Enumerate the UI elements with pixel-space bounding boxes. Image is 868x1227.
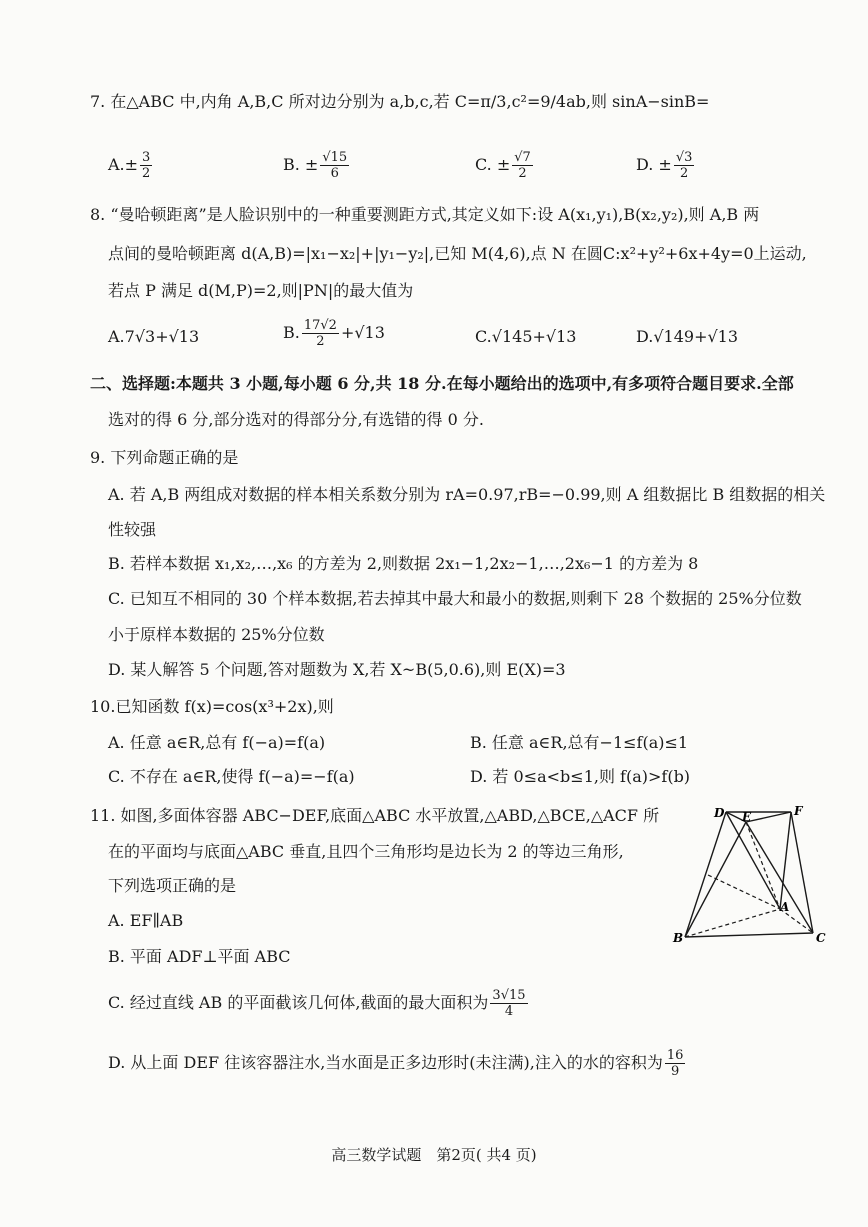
label-d: D [714, 806, 725, 820]
polyhedron-figure [668, 800, 833, 950]
q7-option-a-label: A.± [108, 155, 139, 174]
q8-option-b [283, 318, 385, 349]
q11-option-c-den: 4 [504, 1004, 514, 1019]
q8-line-3: 若点 P 满足 d(M,P)=2,则|PN|的最大值为 [108, 281, 414, 300]
edge-ba-hidden [685, 909, 780, 937]
q9-option-d: D. 某人解答 5 个问题,答对题数为 X,若 X~B(5,0.6),则 E(X)=3 [108, 660, 566, 679]
q8-option-b-den: 2 [316, 334, 325, 349]
q11-option-d-text: D. 从上面 DEF 往该容器注水,当水面是正多边形时(未注满),注入的水的容积为 [108, 1053, 663, 1072]
q7-option-d-num: √3 [675, 150, 693, 165]
label-a: A [780, 900, 790, 914]
q7-option-b-label: B. ± [283, 155, 319, 174]
q8-option-d: D.√149+√13 [636, 327, 739, 346]
q11-option-c-frac [490, 988, 527, 1019]
q7-option-c-frac [512, 150, 533, 181]
q8-option-b-num: 17√2 [303, 318, 337, 333]
label-b: B [673, 931, 684, 945]
q7-option-b-frac [320, 150, 349, 181]
edge-da [726, 812, 780, 909]
q8-option-c: C.√145+√13 [475, 327, 577, 346]
q9-option-a-line-1: A. 若 A,B 两组成对数据的样本相关系数分别为 rA=0.97,rB=−0.99,则 A 组数据比 B 组数据的相关 [108, 485, 826, 504]
q11-option-d-num: 16 [666, 1048, 684, 1063]
q7-option-c-label: C. ± [475, 155, 511, 174]
q7-option-c [475, 150, 535, 181]
edge-eb [685, 822, 746, 937]
q10-option-c: C. 不存在 a∈R,使得 f(−a)=−f(a) [108, 767, 355, 786]
edge-ef [746, 812, 791, 822]
page-footer: 高三数学试题 第2页( 共4 页) [331, 1146, 537, 1164]
q9-option-b: B. 若样本数据 x₁,x₂,…,x₆ 的方差为 2,则数据 2x₁−1,2x₂−1,…,2x₆−1 的方差为 8 [108, 554, 699, 573]
q9-option-c-line-2: 小于原样本数据的 25%分位数 [108, 625, 325, 644]
q10-stem: 10.已知函数 f(x)=cos(x³+2x),则 [90, 697, 334, 716]
q11-option-a: A. EF∥AB [108, 911, 184, 930]
q8-option-b-label: B. [283, 323, 300, 342]
q7-option-b-den: 6 [330, 166, 339, 181]
q7-option-d-den: 2 [679, 166, 689, 181]
q9-option-c-line-1: C. 已知互不相同的 30 个样本数据,若去掉其中最大和最小的数据,则剩下 28 个数据的 25%分位数 [108, 589, 802, 608]
q10-option-b: B. 任意 a∈R,总有−1≤f(a)≤1 [470, 733, 689, 752]
q11-option-d [108, 1048, 687, 1079]
q11-line-2: 在的平面均与底面△ABC 垂直,且四个三角形均是边长为 2 的等边三角形, [108, 842, 624, 861]
q11-option-d-den: 9 [671, 1064, 680, 1079]
q11-option-b: B. 平面 ADF⊥平面 ABC [108, 947, 291, 966]
q7-option-b-num: √15 [322, 150, 348, 165]
q8-line-1: 8. “曼哈顿距离”是人脸识别中的一种重要测距方式,其定义如下:设 A(x₁,y₁),B(x₂,y₂),则 A,B 两 [90, 205, 760, 224]
q11-option-c-text: C. 经过直线 AB 的平面截该几何体,截面的最大面积为 [108, 993, 489, 1012]
q11-option-c-num: 3√15 [492, 988, 526, 1003]
section-2-instructions: 选对的得 6 分,部分选对的得部分分,有选错的得 0 分. [108, 410, 484, 429]
q7-option-d-frac [674, 150, 695, 181]
q11-line-1: 11. 如图,多面体容器 ABC−DEF,底面△ABC 水平放置,△ABD,△BCE,△ACF 所 [90, 806, 660, 825]
q7-option-a [108, 150, 154, 181]
q8-line-2: 点间的曼哈顿距离 d(A,B)=|x₁−x₂|+|y₁−y₂|,已知 M(4,6),点 N 在圆C:x²+y²+6x+4y=0上运动, [108, 244, 807, 263]
mid-line-hidden [708, 875, 780, 909]
section-2-heading: 二、选择题:本题共 3 小题,每小题 6 分,共 18 分.在每小题给出的选项中,有多项符合题目要求.全部 [90, 374, 794, 393]
q9-option-a-line-2: 性较强 [108, 520, 157, 539]
q7-option-d-label: D. ± [636, 155, 672, 174]
q10-option-d: D. 若 0≤a<b≤1,则 f(a)>f(b) [470, 767, 691, 786]
edge-bc [685, 933, 813, 937]
q8-option-b-frac [302, 318, 339, 349]
q7-option-a-num: 3 [142, 150, 151, 165]
q7-option-d [636, 150, 696, 181]
q7-option-c-num: √7 [514, 150, 531, 165]
q7-option-c-den: 2 [518, 166, 527, 181]
q7-option-b [283, 150, 351, 181]
label-e: E [742, 810, 752, 824]
q9-stem: 9. 下列命题正确的是 [90, 448, 239, 467]
q11-option-c [108, 988, 530, 1019]
q10-option-a: A. 任意 a∈R,总有 f(−a)=f(a) [108, 733, 326, 752]
edge-ea-hidden [746, 822, 780, 909]
q8-option-b-tail: +√13 [340, 323, 385, 342]
q7-option-a-den: 2 [142, 166, 151, 181]
q11-option-d-frac [665, 1048, 686, 1079]
q7-stem: 7. 在△ABC 中,内角 A,B,C 所对边分别为 a,b,c,若 C=π/3,c²=9/4ab,则 sinA−sinB= [90, 92, 710, 111]
label-f: F [794, 804, 803, 818]
q11-line-3: 下列选项正确的是 [108, 876, 237, 895]
label-c: C [816, 931, 826, 945]
q7-option-a-frac [140, 150, 152, 181]
q8-option-a: A.7√3+√13 [108, 327, 200, 346]
